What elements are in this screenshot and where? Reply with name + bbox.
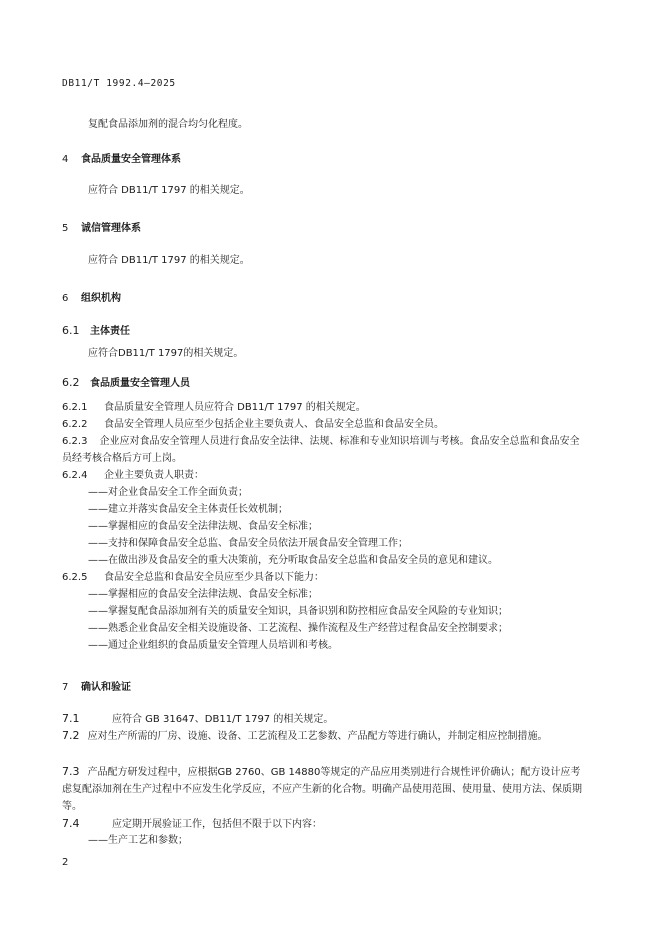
section-number: 6.2	[62, 376, 80, 389]
section-title: 主体责任	[90, 326, 130, 337]
intro-paragraph: 复配食品添加剂的混合均匀化程度。	[88, 119, 248, 130]
section-6-2-heading	[62, 374, 190, 389]
document-header: DB11/T 1992.4—2025	[62, 78, 176, 89]
section-6-heading	[62, 289, 121, 304]
clause-7-4	[62, 815, 322, 833]
clause-number: 6.2.3	[62, 436, 88, 447]
clause-7-2	[62, 727, 584, 745]
section-number: 5	[62, 223, 69, 234]
section-5-text: 应符合 DB11/T 1797 的相关规定。	[88, 255, 250, 266]
section-title: 食品质量安全管理人员	[90, 378, 190, 389]
list-item: ——在做出涉及食品安全的重大决策前，充分听取食品安全总监和食品安全员的意见和建议。	[88, 555, 498, 566]
section-title: 食品质量安全管理体系	[81, 154, 181, 165]
clause-text: 应定期开展验证工作，包括但不限于以下内容：	[112, 819, 322, 830]
clause-number: 7.4	[62, 817, 80, 830]
section-4-text: 应符合 DB11/T 1797 的相关规定。	[88, 185, 250, 196]
clause-text: 食品安全总监和食品安全员应至少具备以下能力：	[104, 572, 324, 583]
clause-7-1	[62, 710, 333, 728]
section-4-heading	[62, 150, 181, 165]
clause-text: 产品配方研发过程中，应根据GB 2760、GB 14880等规定的产品应用类别进行合规性评价确认；配方设计应考虑复配添加剂在生产过程中不应发生化学反应，不应产生新的化合物。明确产品使用范围、使用量、使用方法、保质期等。	[62, 767, 582, 812]
clause-number: 7.3	[62, 765, 80, 778]
page-number: 2	[62, 857, 69, 868]
clause-text: 企业主要负责人职责：	[104, 470, 204, 481]
section-number: 4	[62, 154, 69, 165]
section-title: 组织机构	[81, 293, 121, 304]
clause-6-2-2	[62, 416, 444, 433]
section-number: 7	[62, 682, 69, 693]
clause-6-2-1	[62, 399, 366, 416]
clause-number: 6.2.5	[62, 572, 88, 583]
clause-number: 6.2.4	[62, 470, 88, 481]
clause-number: 6.2.1	[62, 402, 88, 413]
clause-6-2-4	[62, 467, 204, 484]
section-number: 6	[62, 293, 69, 304]
section-7-heading	[62, 678, 131, 693]
section-number: 6.1	[62, 324, 80, 337]
clause-7-3	[62, 763, 584, 815]
clause-6-2-5	[62, 569, 324, 586]
list-item: ——掌握复配食品添加剂有关的质量安全知识，具备识别和防控相应食品安全风险的专业知识；	[88, 606, 508, 617]
clause-text: 应对生产所需的厂房、设施、设备、工艺流程及工艺参数、产品配方等进行确认，并制定相应控制措施。	[87, 731, 548, 742]
section-title: 确认和验证	[81, 682, 131, 693]
list-item: ——熟悉企业食品安全相关设施设备、工艺流程、操作流程及生产经营过程食品安全控制要求；	[88, 623, 508, 634]
list-item: ——掌握相应的食品安全法律法规、食品安全标准；	[88, 521, 318, 532]
clause-number: 6.2.2	[62, 419, 88, 430]
list-item: ——通过企业组织的食品质量安全管理人员培训和考核。	[88, 640, 338, 651]
list-item: ——掌握相应的食品安全法律法规、食品安全标准；	[88, 589, 318, 600]
clause-number: 7.2	[62, 729, 80, 742]
clause-6-2-3	[62, 433, 584, 467]
section-6-1-text: 应符合DB11/T 1797的相关规定。	[88, 348, 244, 359]
clause-text: 企业应对食品安全管理人员进行食品安全法律、法规、标准和专业知识培训与考核。食品安全总监和食品安全员经考核合格后方可上岗。	[62, 436, 580, 464]
clause-text: 食品质量安全管理人员应符合 DB11/T 1797 的相关规定。	[104, 402, 366, 413]
section-6-1-heading	[62, 322, 130, 337]
list-item: ——建立并落实食品安全主体责任长效机制；	[88, 504, 288, 515]
section-5-heading	[62, 219, 141, 234]
clause-text: 食品安全管理人员应至少包括企业主要负责人、食品安全总监和食品安全员。	[104, 419, 444, 430]
section-title: 诚信管理体系	[81, 223, 141, 234]
list-item: ——对企业食品安全工作全面负责；	[88, 487, 248, 498]
list-item: ——支持和保障食品安全总监、食品安全员依法开展食品安全管理工作；	[88, 538, 408, 549]
clause-text: 应符合 GB 31647、DB11/T 1797 的相关规定。	[112, 714, 334, 725]
clause-number: 7.1	[62, 712, 80, 725]
list-item: ——生产工艺和参数；	[88, 835, 188, 846]
